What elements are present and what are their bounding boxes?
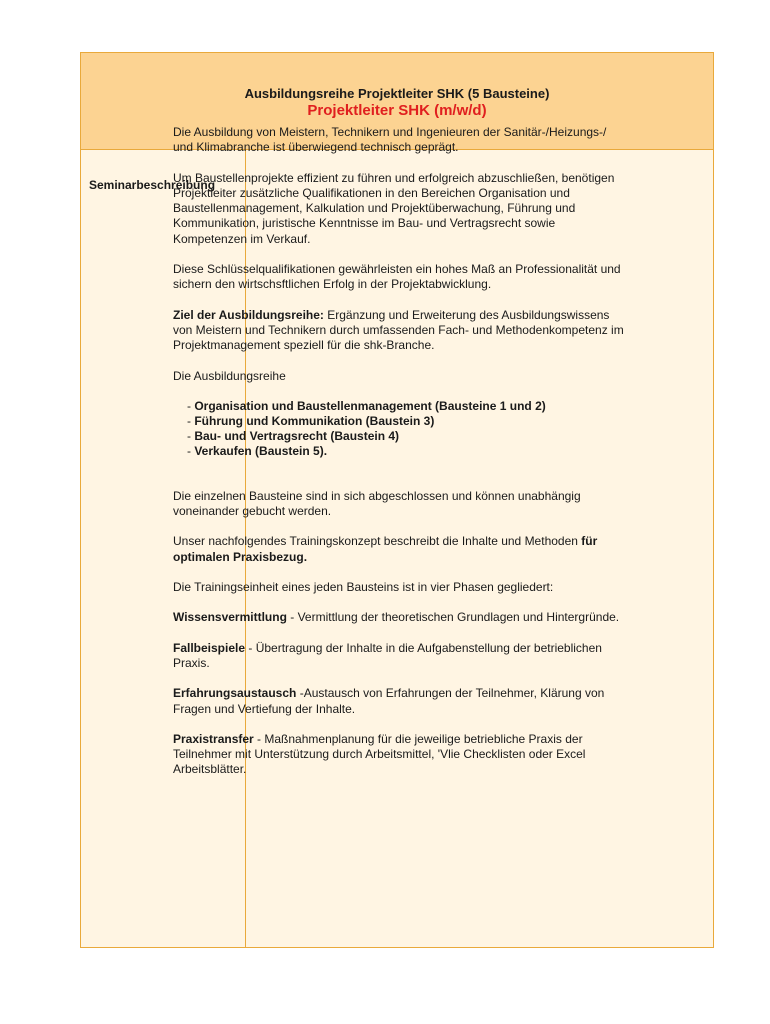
module-name: Führung und Kommunikation (Baustein 3)	[194, 413, 435, 428]
list-dash: -	[187, 443, 195, 458]
concept-emphasis: für optimalen Praxisbezug.	[173, 534, 598, 564]
series-title: Ausbildungsreihe Projektleiter SHK (5 Bausteine)	[244, 86, 550, 101]
concept-text: Unser nachfolgendes Trainingskonzept beschreibt die Inhalte und Methoden	[173, 534, 582, 549]
description-content	[173, 125, 625, 793]
paragraph-phases-intro: Die Trainingseinheit eines jeden Bausteins ist in vier Phasen gegliedert:	[173, 580, 554, 595]
goal-text: Ergänzung und Erweiterung des Ausbildungswissens von Meistern und Technikern durch umfassenden Fach- und Methodenkompetenz im Projektmanagement speziell für die shk-Branche.	[173, 307, 624, 353]
phase-text: - Vermittlung der theoretischen Grundlagen und Hintergründe.	[286, 610, 620, 625]
list-item	[187, 429, 625, 444]
course-title: Projektleiter SHK (m/w/d)	[307, 102, 487, 119]
list-dash: -	[187, 428, 195, 443]
module-name: Verkaufen (Baustein 5).	[194, 443, 328, 458]
paragraph-series-intro: Die Ausbildungsreihe	[173, 368, 286, 383]
module-name: Bau- und Vertragsrecht (Baustein 4)	[194, 428, 400, 443]
paragraph-key-skills: Diese Schlüsselqualifikationen gewährleisten ein hohes Maß an Professionalität und sichern den wirtschsftlichen Erfolg in der Projektabwicklung.	[173, 262, 621, 292]
phase-text: - Maßnahmenplanung für die jeweilige betriebliche Praxis der Teilnehmer mit Unterstützung durch Arbeitsmittel, 'Vlie Checklisten oder Excel Arbeitsblätter.	[173, 731, 586, 777]
paragraph-intro: Die Ausbildung von Meistern, Technikern und Ingenieuren der Sanitär-/Heizungs-/ und Klimabranche ist überwiegend technisch geprägt.	[173, 125, 607, 155]
phase-item	[173, 732, 625, 778]
phase-text: -Austausch von Erfahrungen der Teilnehmer, Klärung von Fragen und Vertiefung der Inhalte.	[173, 686, 605, 716]
phase-name: Praxistransfer	[173, 731, 254, 746]
paragraph-goal	[173, 308, 625, 354]
goal-label: Ziel der Ausbildungsreihe:	[173, 307, 324, 322]
list-dash: -	[187, 413, 195, 428]
phase-item	[173, 641, 625, 672]
paragraph-concept	[173, 534, 625, 565]
section-label: Seminarbeschreibung	[89, 178, 216, 192]
phase-text: - Übertragung der Inhalte in die Aufgabenstellung der betrieblichen Praxis.	[173, 640, 602, 670]
phase-name: Wissensvermittlung	[173, 610, 287, 625]
list-item	[187, 444, 625, 459]
list-item	[187, 399, 625, 414]
module-name: Organisation und Baustellenmanagement (Bausteine 1 und 2)	[194, 398, 546, 413]
list-item	[187, 414, 625, 429]
list-dash: -	[187, 398, 195, 413]
module-list	[173, 399, 625, 459]
phase-item	[173, 686, 625, 717]
phase-name: Fallbeispiele	[173, 640, 246, 655]
phase-item	[173, 610, 625, 625]
paragraph-qualifications: Um Baustellenprojekte effizient zu führen und erfolgreich abzuschließen, benötigen Projektleiter zusätzliche Qualifikationen in den Bereichen Organisation und Baustellenmanagement, Kalkulation und Projektüberwachung, Führung und Kommunikation, juristische Kenntnisse im Bau- und Vertragsrecht sowie Kompetenzen im Verkauf.	[173, 170, 615, 246]
spacer	[173, 474, 625, 489]
phase-name: Erfahrungsaustausch	[173, 686, 297, 701]
paragraph-independent: Die einzelnen Bausteine sind in sich abgeschlossen und können unabhängig voneinander gebucht werden.	[173, 488, 581, 519]
